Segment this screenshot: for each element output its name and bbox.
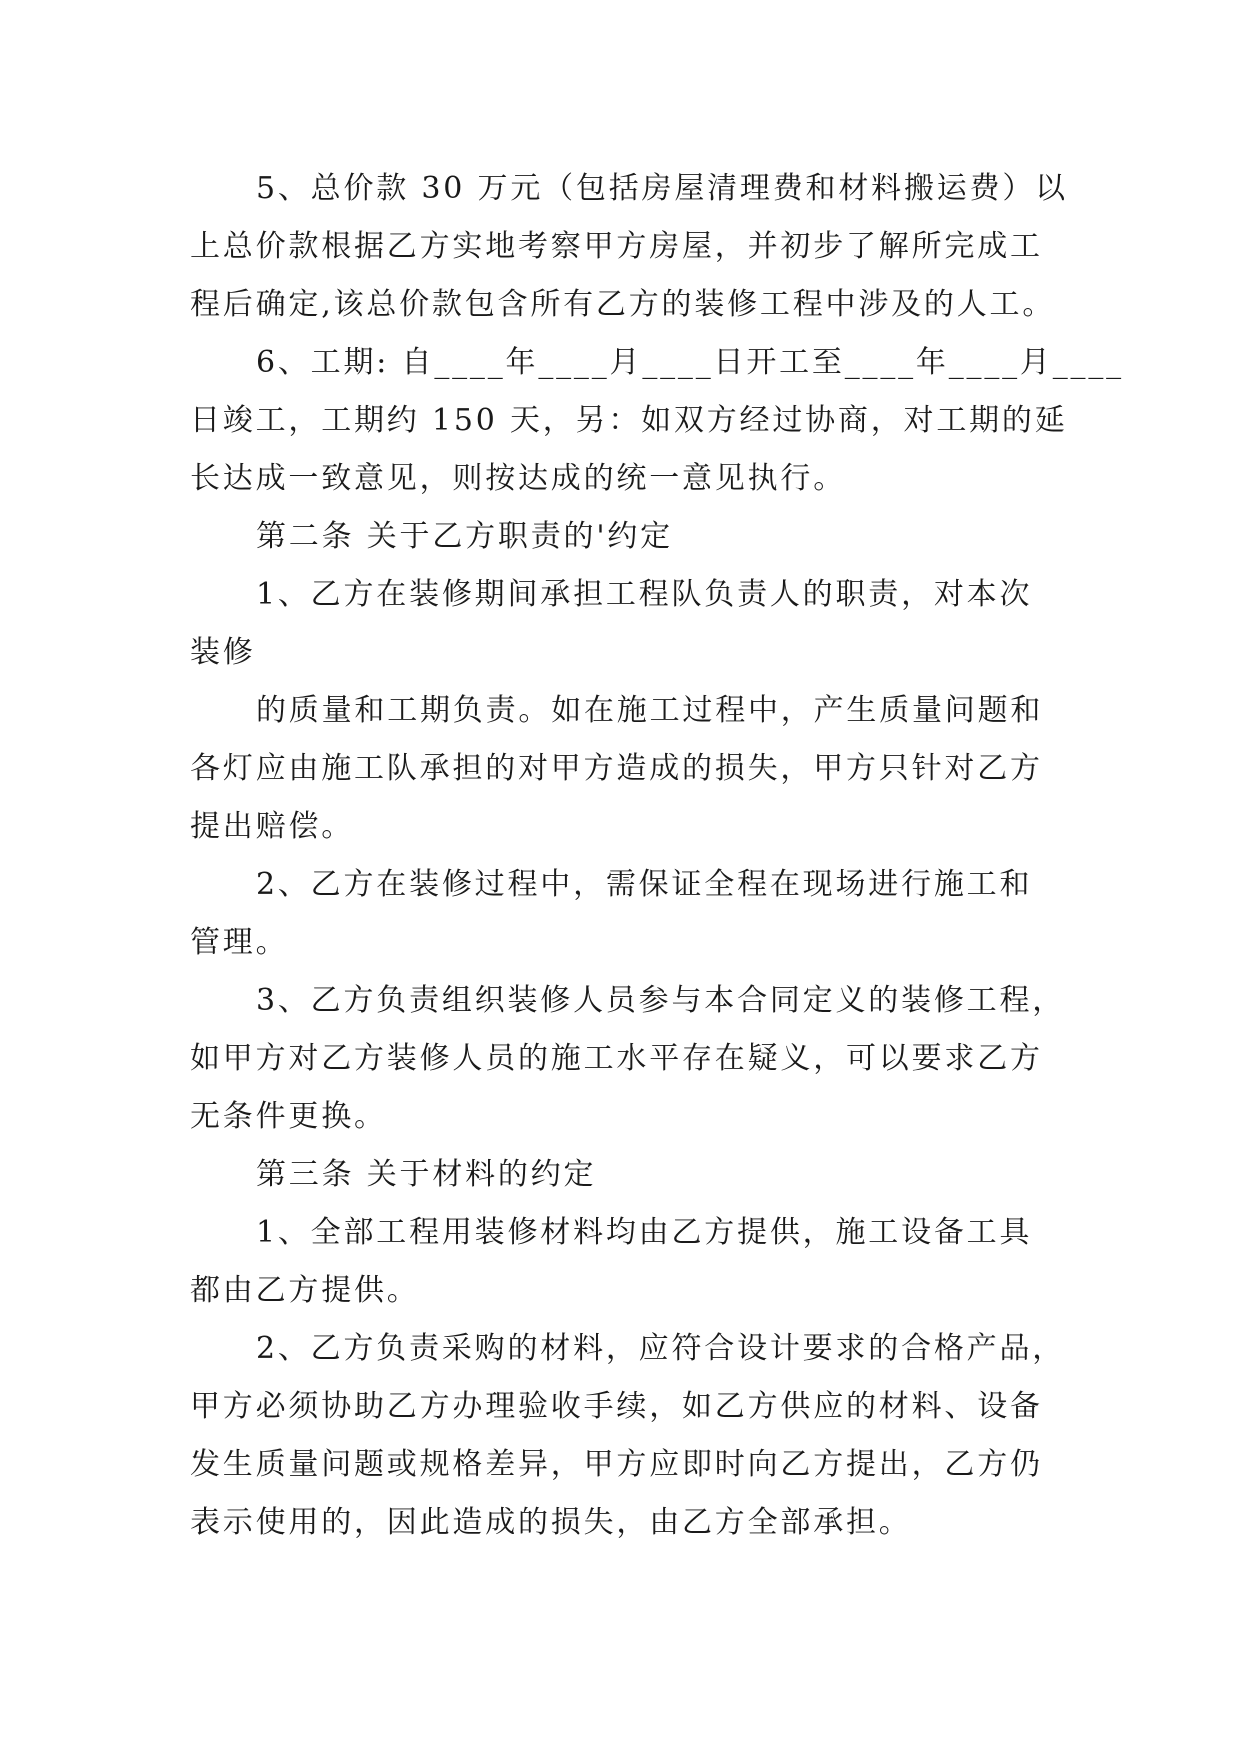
text-line: 甲方必须协助乙方办理验收手续，如乙方供应的材料、设备	[190, 1389, 1043, 1424]
text-line: 3、乙方负责组织装修人员参与本合同定义的装修工程，	[256, 983, 1066, 1018]
text-line: 上总价款根据乙方实地考察甲方房屋，并初步了解所完成工	[190, 229, 1043, 264]
text-line: 表示使用的，因此造成的损失，由乙方全部承担。	[190, 1505, 912, 1540]
text-line: 管理。	[190, 925, 289, 960]
text-line: 提出赔偿。	[190, 809, 354, 844]
text-line: 日竣工，工期约 150 天，另：如双方经过协商，对工期的延	[190, 403, 1068, 438]
text-line: 各灯应由施工队承担的对甲方造成的损失，甲方只针对乙方	[190, 751, 1043, 786]
text-line: 2、乙方负责采购的材料，应符合设计要求的合格产品，	[256, 1331, 1066, 1366]
text-line: 无条件更换。	[190, 1099, 387, 1134]
text-line: 长达成一致意见，则按达成的统一意见执行。	[190, 461, 846, 496]
text-line: 发生质量问题或规格差异，甲方应即时向乙方提出，乙方仍	[190, 1447, 1043, 1482]
text-line: 程后确定,该总价款包含所有乙方的装修工程中涉及的人工。	[190, 287, 1056, 322]
contract-body	[190, 160, 1124, 1552]
text-line: 装修	[190, 635, 256, 670]
text-line: 如甲方对乙方装修人员的施工水平存在疑义，可以要求乙方	[190, 1041, 1043, 1076]
text-line: 1、乙方在装修期间承担工程队负责人的职责，对本次	[256, 577, 1033, 612]
text-line: 5、总价款 30 万元（包括房屋清理费和材料搬运费）以	[256, 171, 1068, 206]
section-heading: 第三条 关于材料的约定	[256, 1157, 597, 1192]
text-line: 都由乙方提供。	[190, 1273, 420, 1308]
text-line: 的质量和工期负责。如在施工过程中，产生质量问题和	[256, 693, 1044, 728]
text-line: 1、全部工程用装修材料均由乙方提供，施工设备工具	[256, 1215, 1033, 1250]
text-line: 2、乙方在装修过程中，需保证全程在现场进行施工和	[256, 867, 1033, 902]
text-line: 6、工期: 自____年____月____日开工至____年____月____	[256, 345, 1124, 380]
section-heading: 第二条 关于乙方职责的'约定	[256, 519, 673, 554]
